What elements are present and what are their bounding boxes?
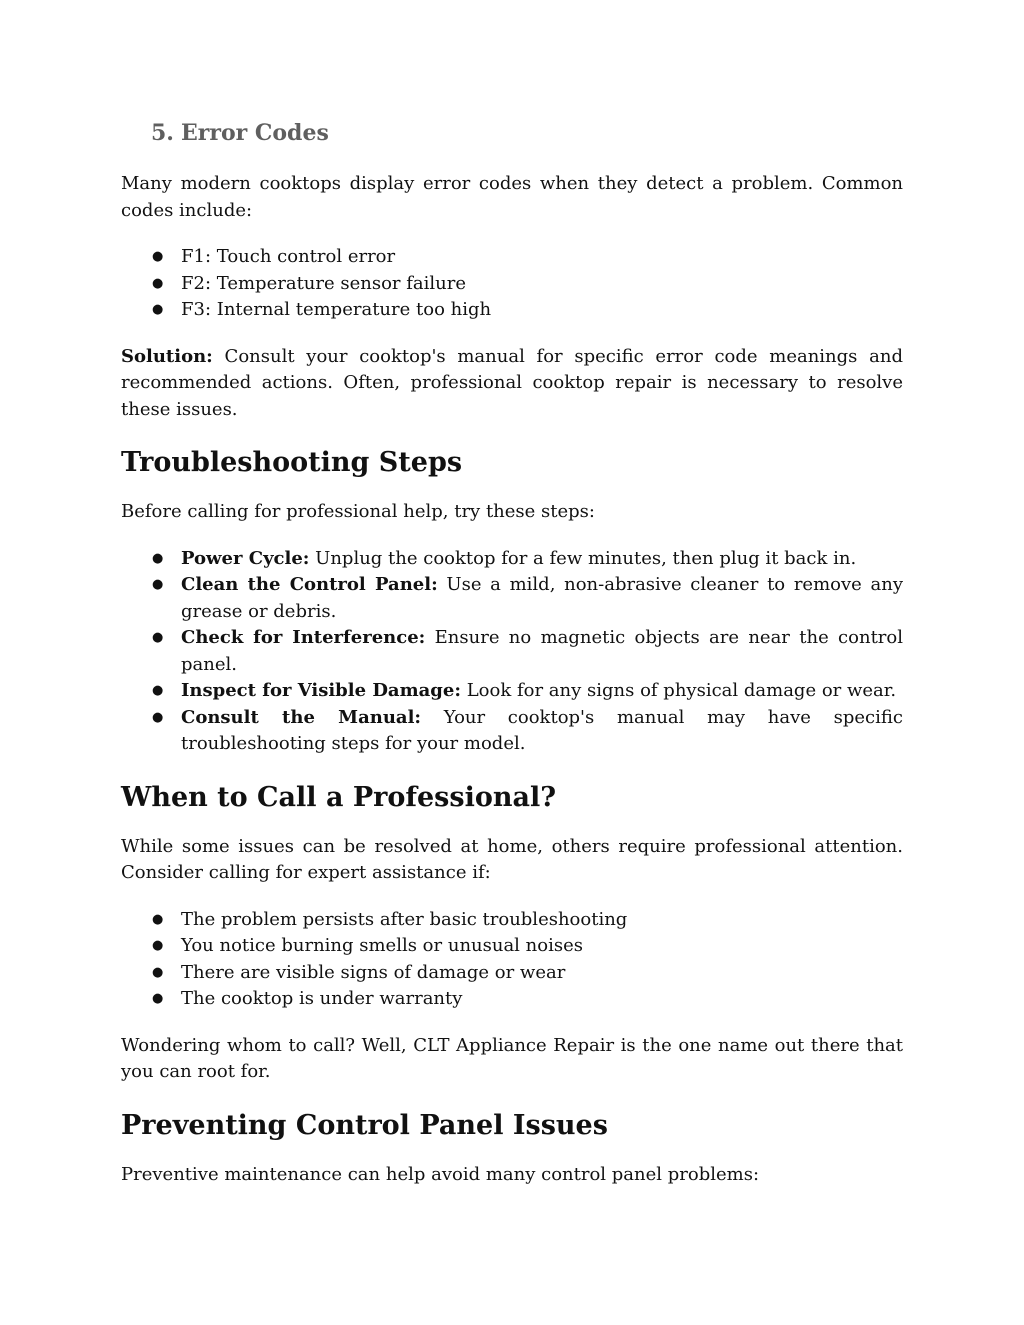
- step-text: Use a mild, non-abrasive cleaner to remove any grease or debris.: [181, 574, 903, 622]
- error-code-item: ● F2: Temperature sensor failure: [181, 271, 903, 298]
- step-label: Clean the Control Panel:: [181, 574, 438, 595]
- error-codes-title: Error Codes: [181, 120, 329, 146]
- professional-closing: Wondering whom to call? Well, CLT Appliance Repair is the one name out there that you can root for.: [121, 1034, 903, 1082]
- professional-intro: While some issues can be resolved at home, others require professional attention. Consider calling for expert assistance if:: [121, 835, 903, 883]
- error-codes-heading: [151, 118, 903, 148]
- step-label: Power Cycle:: [181, 547, 310, 569]
- troubleshooting-step: [181, 572, 903, 625]
- step-text: Ensure no magnetic objects are near the control panel.: [181, 627, 903, 675]
- step-text: Your cooktop's manual may have specific troubleshooting steps for your model.: [181, 706, 903, 754]
- solution-label: Solution:: [121, 345, 213, 367]
- step-label: Inspect for Visible Damage:: [181, 680, 461, 701]
- document-content: [121, 118, 903, 1188]
- step-label: Check for Interference:: [181, 627, 426, 648]
- troubleshooting-step: [181, 546, 903, 573]
- troubleshooting-step: [181, 705, 903, 758]
- professional-heading: When to Call a Professional?: [121, 781, 557, 813]
- error-code-item: ● F1: Touch control error: [181, 244, 903, 271]
- troubleshooting-intro: Before calling for professional help, try these steps:: [121, 501, 595, 522]
- professional-reasons-list: [121, 907, 903, 1013]
- prevention-heading: Preventing Control Panel Issues: [121, 1109, 608, 1141]
- professional-reason: ● There are visible signs of damage or wear: [181, 960, 903, 987]
- error-codes-list: [121, 244, 903, 324]
- step-text: Unplug the cooktop for a few minutes, then plug it back in.: [315, 547, 857, 569]
- error-codes-intro: Many modern cooktops display error codes when they detect a problem. Common codes include:: [121, 173, 903, 221]
- troubleshooting-list: [121, 546, 903, 758]
- error-codes-number: 5.: [151, 120, 174, 146]
- solution-paragraph: [121, 344, 903, 424]
- troubleshooting-step: [181, 625, 903, 678]
- step-text: Look for any signs of physical damage or wear.: [466, 680, 897, 701]
- step-label: Consult the Manual:: [181, 706, 422, 728]
- solution-text: Consult your cooktop's manual for specific error code meanings and recommended actions. Often, professional cooktop repair is necessary to resolve these issues.: [121, 345, 903, 420]
- prevention-intro: Preventive maintenance can help avoid many control panel problems:: [121, 1163, 760, 1185]
- error-code-item: ● F3: Internal temperature too high: [181, 297, 903, 324]
- professional-reason: ● The cooktop is under warranty: [181, 986, 903, 1013]
- professional-reason: ● The problem persists after basic troubleshooting: [181, 907, 903, 934]
- troubleshooting-step: [181, 678, 903, 705]
- troubleshooting-heading: Troubleshooting Steps: [121, 447, 463, 478]
- professional-reason: ● You notice burning smells or unusual noises: [181, 933, 903, 960]
